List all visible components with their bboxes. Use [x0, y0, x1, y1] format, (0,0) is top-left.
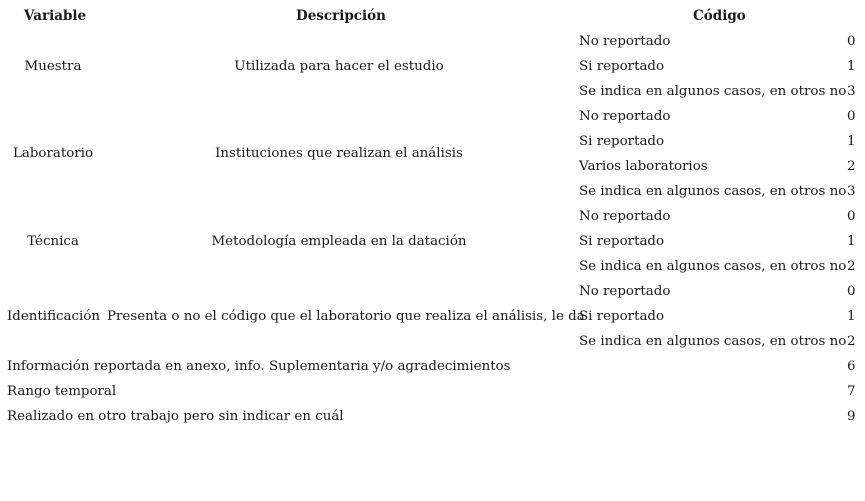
code-label: No reportado	[579, 109, 671, 124]
code-label: No reportado	[579, 34, 671, 49]
code-label: No reportado	[579, 284, 671, 299]
code-value: 3	[847, 84, 856, 99]
code-value: 1	[847, 309, 856, 324]
code-value: 1	[847, 134, 856, 149]
code-label: Se indica en algunos casos, en otros no	[579, 84, 847, 99]
code-label: Se indica en algunos casos, en otros no	[579, 334, 847, 349]
code-value: 2	[847, 159, 856, 174]
code-label: Se indica en algunos casos, en otros no	[579, 259, 847, 274]
extra-row-label: Realizado en otro trabajo pero sin indicar en cuál	[7, 409, 344, 424]
variable-identificacion: Identificación	[7, 309, 100, 324]
code-label: Si reportado	[579, 59, 665, 74]
code-value: 0	[847, 284, 856, 299]
extra-row-value: 9	[847, 409, 856, 424]
descripcion-muestra: Utilizada para hacer el estudio	[234, 59, 444, 74]
header-variable: Variable	[24, 8, 87, 24]
code-label: Si reportado	[579, 234, 665, 249]
extra-row-value: 6	[847, 359, 856, 374]
code-value: 1	[847, 59, 856, 74]
descripcion-identificacion: Presenta o no el código que el laboratorio que realiza el análisis, le da	[107, 309, 585, 324]
code-value: 1	[847, 234, 856, 249]
code-label: Se indica en algunos casos, en otros no	[579, 184, 847, 199]
code-value: 0	[847, 209, 856, 224]
code-label: Si reportado	[579, 134, 665, 149]
code-value: 2	[847, 259, 856, 274]
variable-muestra: Muestra	[24, 59, 82, 74]
descripcion-tecnica: Metodología empleada en la datación	[211, 234, 467, 249]
code-label: No reportado	[579, 209, 671, 224]
header-codigo: Código	[693, 8, 746, 24]
code-value: 2	[847, 334, 856, 349]
header-descripcion: Descripción	[296, 8, 386, 24]
extra-row-label: Información reportada en anexo, info. Suplementaria y/o agradecimientos	[7, 359, 511, 374]
code-label: Si reportado	[579, 309, 665, 324]
variable-tecnica: Técnica	[27, 234, 79, 249]
code-label: Varios laboratorios	[579, 159, 708, 174]
variable-laboratorio: Laboratorio	[12, 146, 94, 161]
descripcion-laboratorio: Instituciones que realizan el análisis	[215, 146, 463, 161]
code-value: 0	[847, 109, 856, 124]
code-value: 3	[847, 184, 856, 199]
extra-row-value: 7	[847, 384, 856, 399]
code-value: 0	[847, 34, 856, 49]
extra-row-label: Rango temporal	[7, 384, 117, 399]
